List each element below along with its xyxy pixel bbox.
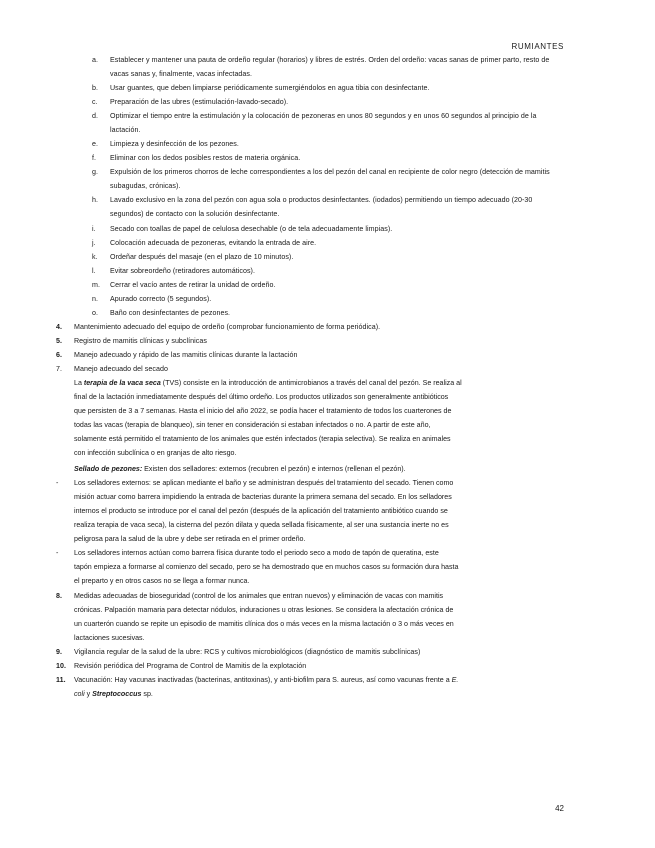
paragraph-line: solamente está permitido el tratamiento de los animales que estén infectados (terapia selectiva). Se realiza en animales [74, 435, 451, 443]
tvs-paragraph [74, 376, 560, 460]
paragraph-line: que persisten de 3 a 7 semanas. Hasta el inicio del año 2022, se podía hacer el tratamiento de todos los cuarterones de [74, 407, 452, 415]
paragraph-line: con infección subclínica o en granjas de alto riesgo. [74, 449, 237, 457]
term-emphasis: Sellado de pezones: [74, 465, 143, 473]
dash-bullet: - [56, 549, 59, 557]
numbered-item-text: Medidas adecuadas de bioseguridad (control de los animales que entran nuevos) y eliminación de vacas con mamitis crónicas. Palpación mamaria para detectar nódulos, induraciones u otras lesiones. Se considera la afectación crónica de un cuarterón cuando se repite un episodio de mamitis clínica dos o más veces en la misma lactación o 3 o más veces en lactaciones sucesivas. [74, 592, 454, 642]
running-header: RUMIANTES [511, 42, 564, 51]
sellado-paragraph: Sellado de pezones: Existen dos selladores: externos (recubren el pezón) e internos (rellenan el pezón). [74, 465, 406, 473]
paragraph-line: final de la lactación inmediatamente después del último ordeño. Los productos utilizados son generalmente antibióticos [74, 393, 449, 401]
term-emphasis: terapia de la vaca seca [83, 379, 161, 387]
paragraph-line: La terapia de la vaca seca (TVS) consiste en la introducción de antimicrobianos a través del canal del pezón. Se realiza al [74, 379, 462, 387]
page-number: 42 [555, 804, 564, 813]
paragraph-line: todas las vacas (terapia de blanqueo), sin tener en consideración si estaban infectados o no. A partir de este año, [74, 421, 431, 429]
numbered-item-text: Vacunación: Hay vacunas inactivadas (bacterinas, antitoxinas), y anti-biofilm para S. aureus, así como vacunas frente a E. coli y Streptococcus sp. [74, 676, 459, 698]
dash-bullet: - [56, 479, 59, 487]
dash-paragraph: Los selladores externos: se aplican mediante el baño y se administran después del tratamiento del secado. Tienen como misión actuar como barrera impidiendo la entrada de bacterias durante la primera semana del secado. En los selladores internos el producto se introduce por el canal del pezón (después de la aplicación del tratamiento antibiótico cuando se realiza terapia de vaca seca), la cisterna del pezón dilata y queda sellada físicamente, al ser una sustancia inerte no es peligrosa para la salud de la ubre y debe ser retirada en el primer ordeño. [74, 479, 454, 543]
dash-paragraph: Los selladores internos actúan como barrera física durante todo el periodo seco a modo de tapón de queratina, este tapón empieza a formarse al comienzo del secado, pero se ha demostrado que en muchos casos su formación dura hasta el preparto y en otros casos no se llega a formar nunca. [74, 549, 459, 585]
